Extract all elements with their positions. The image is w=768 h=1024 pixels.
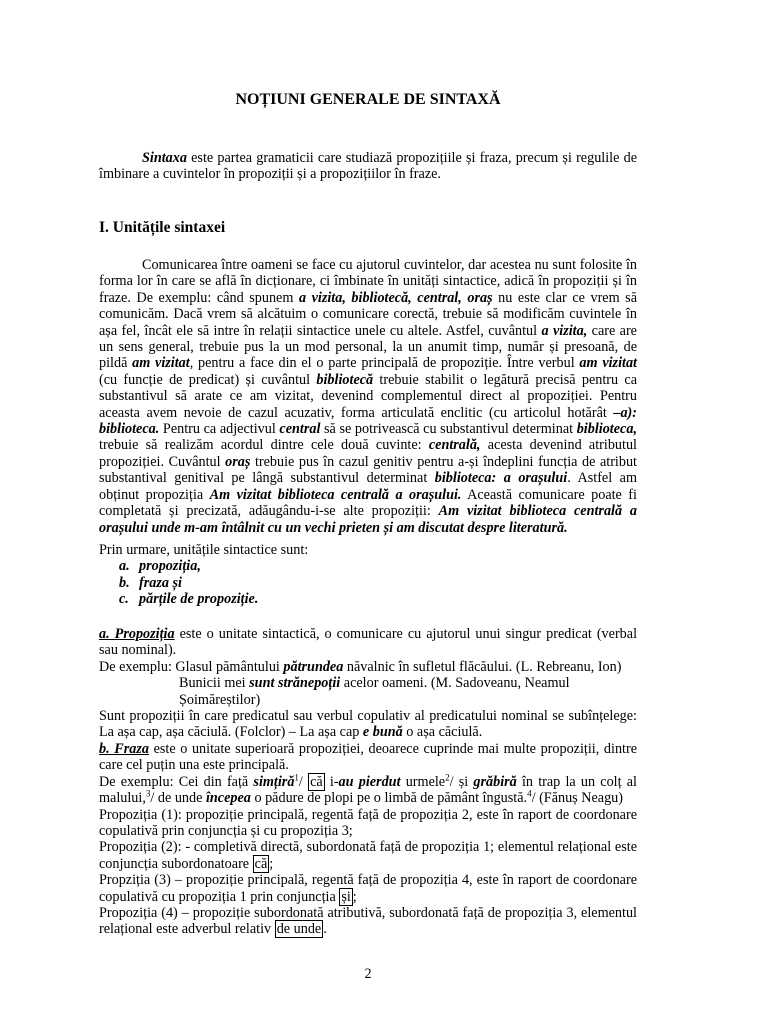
- emphasized-term: a vizita,: [541, 322, 588, 339]
- fraza-example: De exemplu: Cei din față simțiră$^1$/ că i-au pierdut urmele$^2$/ și grăbiră în trap la un colț al malului,$^3$/ de unde începea o pădure de plopi pe o limbă de pământ îngustă.$^4$/ (Fănuș Neagu): [99, 772, 637, 807]
- intro-paragraph: [99, 150, 637, 183]
- list-item: b. fraza și: [119, 574, 182, 591]
- paragraph-text: Comunicarea între oameni se face cu ajutorul cuvintelor, dar acestea nu sunt folosite în forma lor în care se află în dicționare, ci îmbinate în unități sintactice, adică în propoziții și în fraze. De exemplu: când spunem: [99, 257, 637, 306]
- emphasized-term: bibliotecă: [316, 371, 374, 388]
- analysis-4: Propoziția (4) – propoziție subordonată atributivă, subordonată față de propoziția 3, elementul relațional este adverbul relativ de unde .: [99, 905, 637, 938]
- paragraph-text: , pentru a face din el o parte principală de propoziție. Între verbul: [189, 355, 580, 372]
- units-intro: Prin urmare, unitățile sintactice sunt:: [99, 542, 309, 558]
- paragraph-text: care are un sens general, trebuie pus la un mod personal, la un anumit timp, număr și presoană, de pildă: [99, 322, 637, 372]
- emphasized-term: centrală,: [428, 437, 481, 454]
- emphasized-term: oraș: [225, 453, 251, 470]
- paragraph-text: (cu funcție de predicat) și cuvântul: [99, 371, 317, 388]
- emphasized-term: Am vizitat biblioteca centrală a orașului unde m-am întâlnit cu un vechi prieten și am discutat despre literatură.: [99, 503, 637, 536]
- emphasized-term: a vizita, bibliotecă, central, oraș: [298, 289, 493, 306]
- paragraph-text: nu este clar ce vrem să comunicăm. Dacă vrem să alcătuim o comunicare corectă, trebuie să modificăm cuvintele în așa fel, încât ele să intre în relații sintactice unele cu altele. Astfel, cuvântul: [99, 289, 637, 339]
- boxed-connector: și: [341, 888, 351, 905]
- boxed-connector: că: [310, 773, 323, 790]
- intro-term: Sintaxa: [142, 150, 187, 166]
- paragraph-text: să se potrivească cu substantivul determinat: [320, 421, 577, 438]
- propozitia-subintelegere: Sunt propoziții în care predicatul sau verbul copulativ al predicatului nominal se subînțelege: La așa cap, așa căciulă. (Folclor) – La așa cap e bună o așa căciulă.: [99, 708, 637, 741]
- list-item: c. părțile de propoziție.: [119, 591, 259, 608]
- list-item: a. propoziția,: [119, 558, 201, 575]
- units-list: [119, 558, 637, 607]
- units-block: [99, 542, 637, 608]
- fraza-definition: b. Fraza este o unitate superioară propoziției, deoarece cuprinde mai multe propoziții, dintre care cel puțin una este principală.: [99, 741, 637, 774]
- paragraph-text: acesta devenind atributul propoziției. Cuvântul: [99, 437, 637, 470]
- paragraph-text: trebuie stabilit o legătură precisă pentru ca substantivul să arate ce am vizitat, devenind complementul direct al propoziției. Pentru aceasta avem nevoie de cazul acuzativ, forma articulată enclitic (cu articolul hotărât: [99, 371, 637, 421]
- propozitia-section: [99, 626, 637, 741]
- analysis-3: Propziția (3) – propoziție principală, regentă față de propoziția 4, este în raport de coordonare copulativă cu propoziția 1 prin conjuncția și ;: [99, 872, 637, 905]
- emphasized-term: –a):: [613, 404, 637, 421]
- paragraph-text: . Astfel am obținut propoziția: [99, 470, 637, 503]
- paragraph-text: trebuie să realizăm acordul dintre cele două cuvinte:: [99, 437, 429, 454]
- emphasized-term: biblioteca.: [99, 421, 160, 438]
- emphasized-term: am vizitat: [579, 355, 637, 372]
- paragraph-text: Această comunicare poate fi completată și precizată, adăugându-i-se alte propoziții:: [99, 486, 637, 520]
- page-number: 2: [364, 966, 372, 982]
- fraza-section: [99, 741, 637, 938]
- emphasized-term: biblioteca,: [576, 421, 637, 438]
- main-paragraph: [99, 257, 637, 536]
- propozitia-example-2: Bunicii mei sunt strănepoții acelor oameni. (M. Sadoveanu, Neamul Șoimăreștilor): [179, 675, 570, 708]
- boxed-connector: de unde: [276, 921, 322, 938]
- section-heading: I. Unitățile sintaxei: [99, 219, 226, 236]
- emphasized-term: Am vizitat biblioteca centrală a orașului.: [209, 486, 462, 503]
- emphasized-term: central: [279, 421, 321, 438]
- analysis-2: Propoziția (2): - completivă directă, subordonată față de propoziția 1; elementul relațional este conjuncția subordonatoare că ;: [99, 839, 637, 872]
- propozitia-definition: a. Propoziția este o unitate sintactică, o comunicare cu ajutorul unui singur predicat (verbal sau nominal).: [99, 626, 638, 659]
- paragraph-text: Pentru ca adjectivul: [159, 421, 280, 438]
- page-title: NOȚIUNI GENERALE DE SINTAXĂ: [235, 91, 501, 108]
- paragraph-text: trebuie pus în cazul genitiv pentru a-și îndeplini funcția de atribut substantival genitival pe lângă substantivul determinat: [99, 453, 637, 487]
- propozitia-example-1: De exemplu: Glasul pământului pătrundea năvalnic în sufletul flăcăului. (L. Rebreanu, Ion): [99, 658, 622, 675]
- intro-text: este partea gramaticii care studiază propozițiile și fraza, precum și regulile de îmbinare a cuvintelor în propoziții și a propozițiilor în fraze.: [99, 150, 637, 183]
- boxed-connector: că: [254, 855, 268, 872]
- analysis-1: Propoziția (1): propoziție principală, regentă față de propoziția 2, este în raport de coordonare copulativă prin conjuncția și cu propoziția 3;: [99, 806, 637, 840]
- emphasized-term: biblioteca: a orașului: [434, 470, 568, 487]
- emphasized-term: am vizitat: [132, 355, 190, 372]
